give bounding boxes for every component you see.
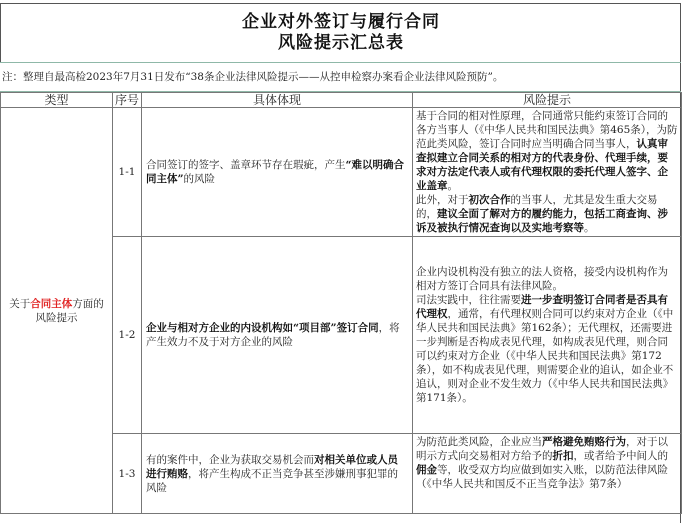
title-band (0, 3, 681, 62)
row-number: 1-1 (113, 108, 142, 237)
category-highlight: 合同主体 (30, 297, 73, 310)
title-line-2: 风险提示汇总表 (278, 32, 404, 53)
row-number: 1-3 (113, 434, 142, 514)
category-label-line2: 风险提示 (35, 311, 78, 324)
risk-paragraph: 此外，对于初次合作的当事人，尤其是发生重大交易的，建议全面了解对方的履约能力，包括工商查询、涉诉及被执行情况查询以及实地考察等。 (416, 194, 668, 234)
risk-paragraph: 基于合同的相对性原理，合同通常只能约束签订合同的各方当事人（《中华人民共和国民法典》第465条），为防范此类风险，签订合同时应当明确合同当事人，认真审查拟建立合同关系的相对方的代表身份、代理手续，要求对方法定代表人或有代理权限的委托代理人签字、企业盖章。 (416, 110, 678, 192)
header-row (1, 93, 682, 108)
row-risk-tip (413, 434, 682, 514)
risk-paragraph: 为防范此类风险，企业应当严格避免贿赂行为，对于以明示方式向交易相对方给予的折扣，或者给予中间人的佣金等，收受双方均应做到如实入账，以防范法律风险（《中华人民共和国反不正当竞争法》第7条） (416, 436, 668, 490)
row-risk-tip (413, 237, 682, 434)
category-cell (1, 108, 113, 514)
row-risk-tip (413, 108, 682, 237)
header-no: 序号 (113, 93, 142, 108)
row-description: 有的案件中，企业为获取交易机会而对相关单位或人员进行贿赂，将产生构成不正当竞争甚至涉嫌刑事犯罪的风险 (142, 434, 413, 514)
header-desc: 具体体现 (142, 93, 413, 108)
source-note: 注：整理自最高检2023年7月31日发布“38条企业法律风险提示——从控申检察办案看企业法律风险预防”。 (0, 62, 681, 92)
risk-table (0, 92, 682, 514)
title-line-1: 企业对外签订与履行合同 (242, 11, 440, 32)
category-label: 关于合同主体方面的 (9, 297, 104, 310)
risk-paragraph: 司法实践中，往往需要进一步查明签订合同者是否具有代理权，通常，有代理权则合同可以约束对方企业（《中华人民共和国民法典》第162条）；无代理权，还需要进一步判断是否构成表见代理，如构成表见代理，则合同可以约束对方企业（《中华人民共和国民法典》第172条），如不构成表见代理，则需要企业的追认，如企业不追认，则对企业不发生效力（《中华人民共和国民法典》第171条）。 (416, 294, 674, 404)
risk-paragraph: 企业内设机构没有独立的法人资格，接受内设机构作为相对方签订合同具有法律风险。 (416, 266, 668, 292)
header-type: 类型 (1, 93, 113, 108)
row-description: 企业与相对方企业的内设机构如“项目部”签订合同，将产生效力不及于对方企业的风险 (142, 237, 413, 434)
row-description: 合同签订的签字、盖章环节存在瑕疵，产生“难以明确合同主体”的风险 (142, 108, 413, 237)
row-number: 1-2 (113, 237, 142, 434)
header-risk: 风险提示 (413, 93, 682, 108)
table-row (1, 108, 682, 237)
